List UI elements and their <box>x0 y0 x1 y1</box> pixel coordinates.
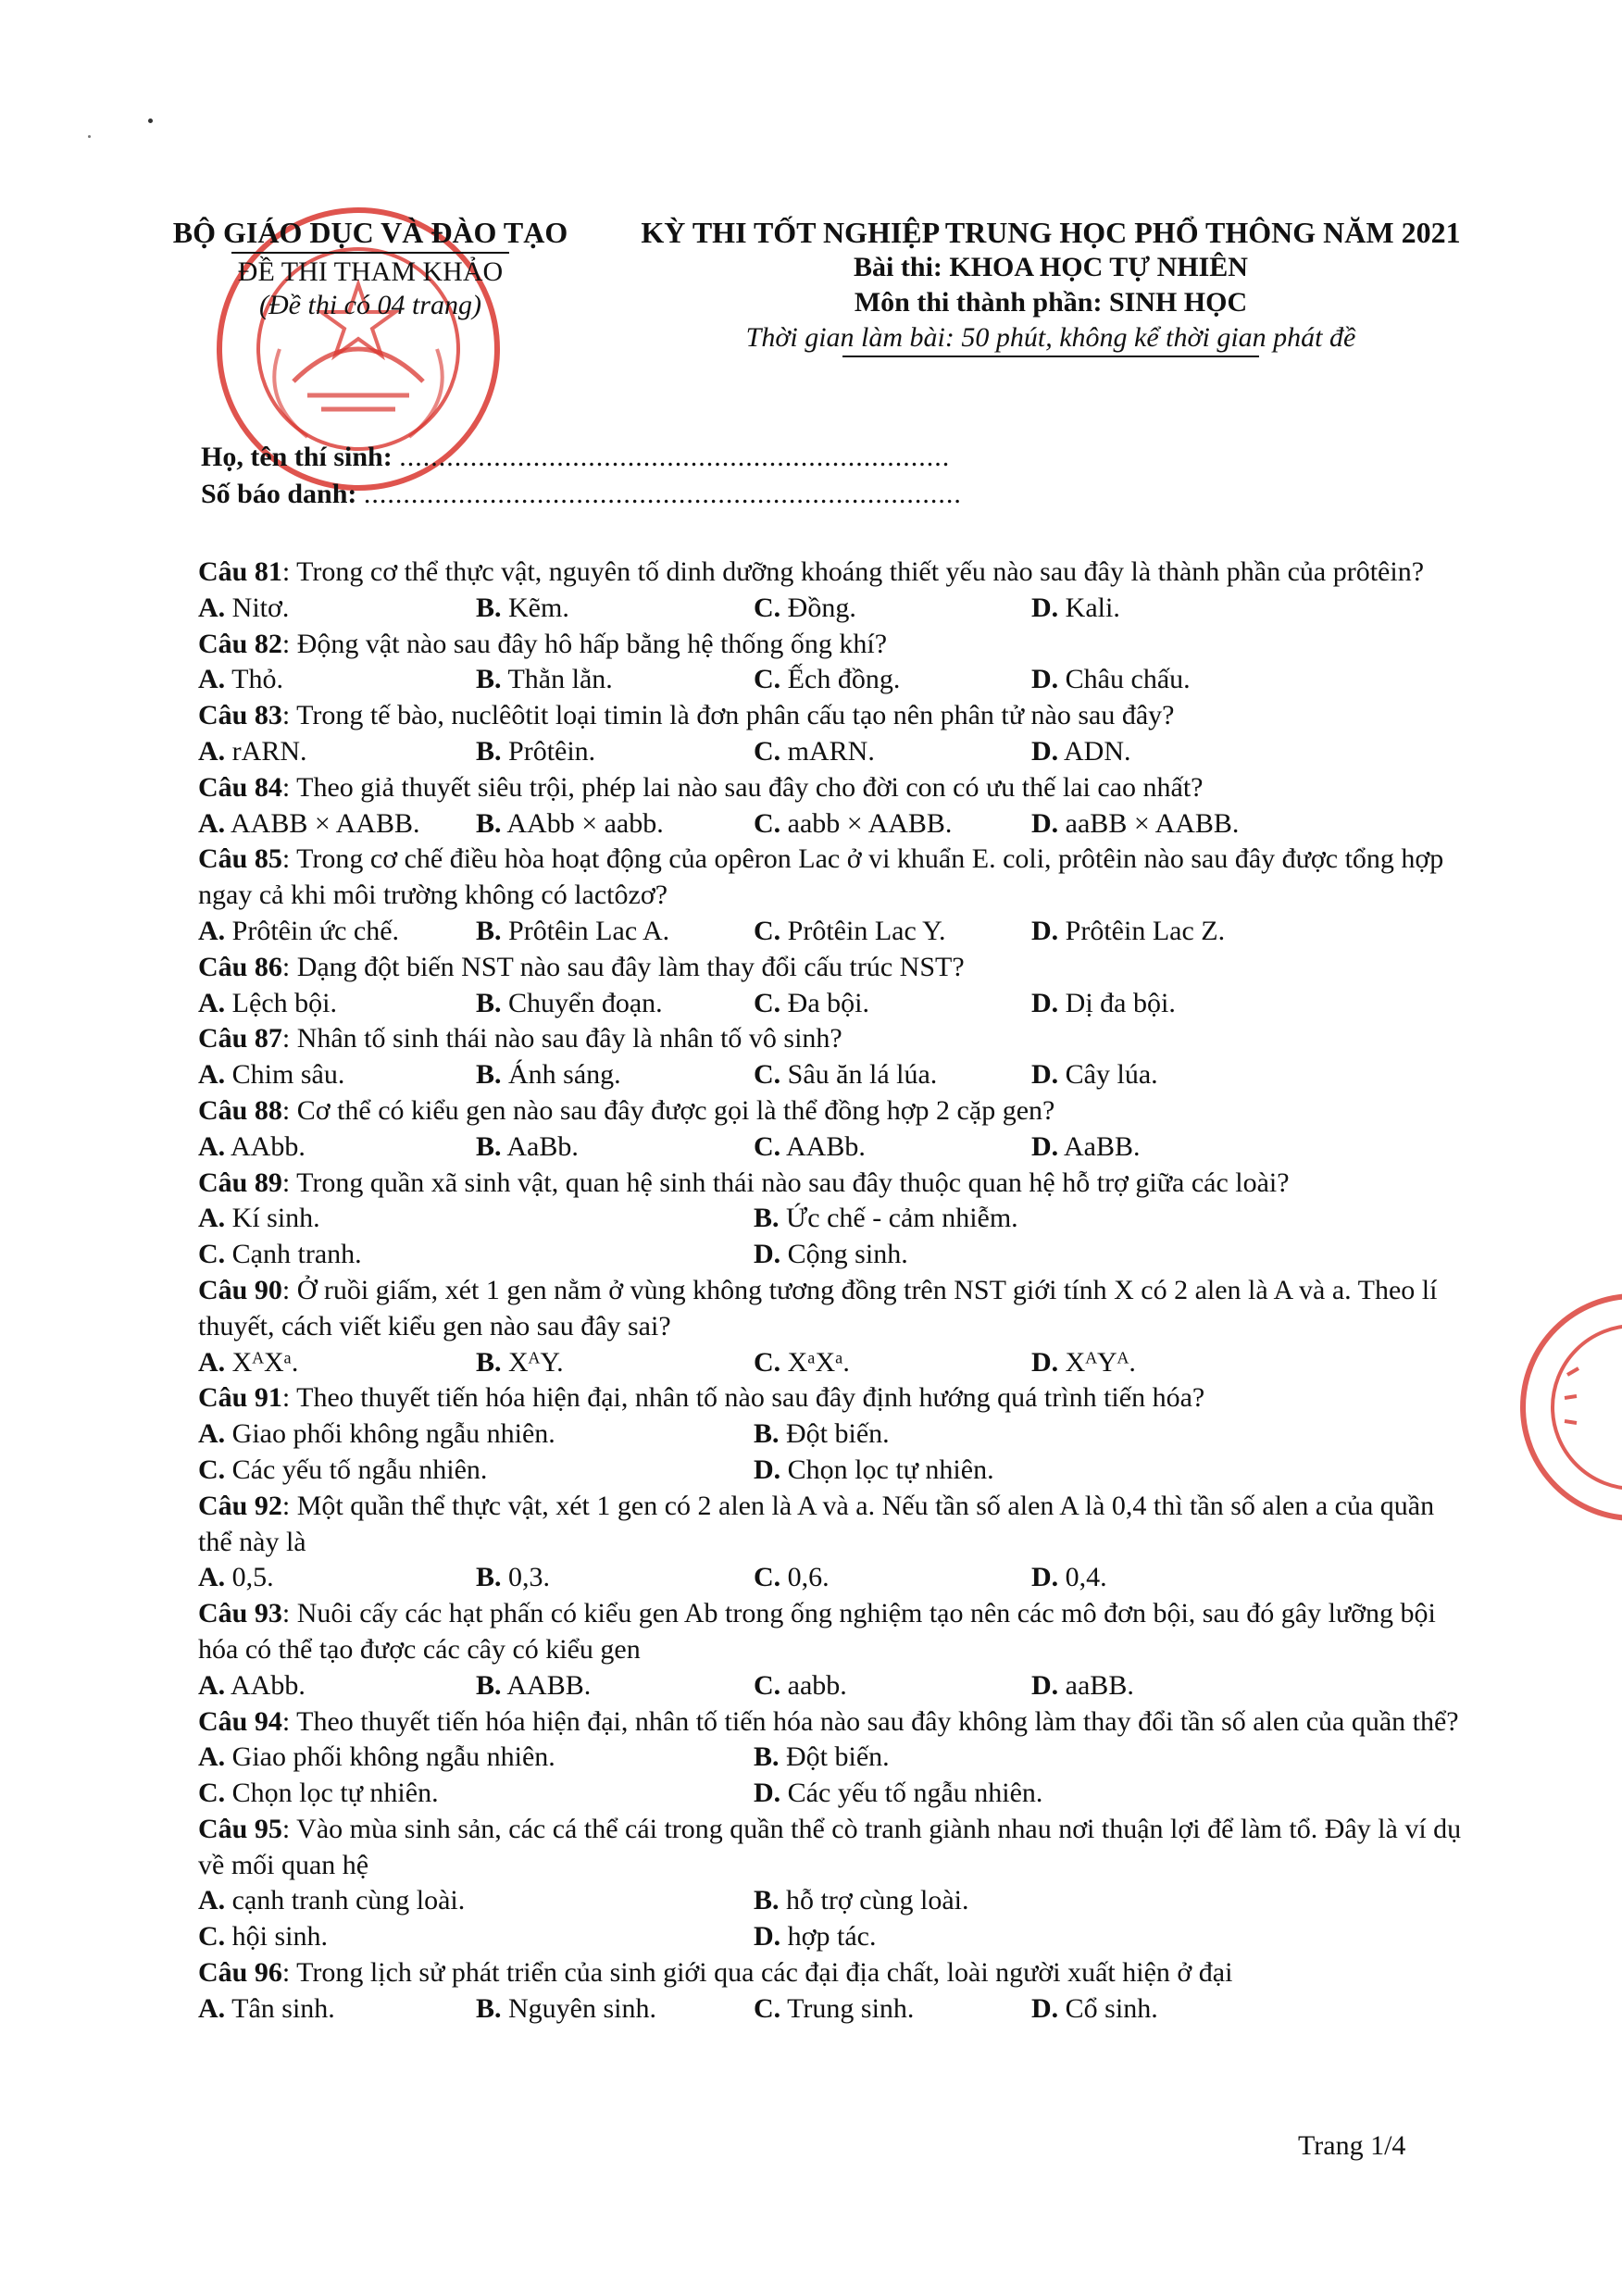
option-text: Giao phối không ngẫu nhiên. <box>225 1741 555 1773</box>
question-text: : Trong tế bào, nuclêôtit loại timin là đơn phân cấu tạo nên phân tử nào sau đây? <box>281 700 1175 731</box>
option-key: D. <box>1031 735 1059 767</box>
answer-option <box>1031 1057 1309 1093</box>
option-key: B. <box>476 735 502 767</box>
option-text: Prôtêin Lac Z. <box>1058 915 1226 946</box>
answer-option <box>198 1201 754 1237</box>
question-text: : Trong lịch sử phát triển của sinh giới qua các đại địa chất, loài người xuất hiện ở đại <box>281 1957 1233 1989</box>
option-key: D. <box>1031 1059 1059 1091</box>
option-key: D. <box>1031 664 1059 695</box>
option-key: D. <box>754 1778 781 1809</box>
option-key: C. <box>754 1130 781 1162</box>
option-key: D. <box>1031 1562 1059 1593</box>
option-key: D. <box>1031 915 1059 946</box>
answer-option <box>198 662 476 698</box>
answer-option <box>754 1740 1309 1776</box>
candidate-info <box>201 439 962 513</box>
option-text: Kali. <box>1058 592 1120 623</box>
option-key: B. <box>754 1203 780 1234</box>
option-text: hợp tác. <box>780 1921 877 1953</box>
option-text: aaBB. <box>1058 1669 1134 1701</box>
answer-options <box>198 1057 1466 1093</box>
option-key: B. <box>754 1741 780 1773</box>
option-key: A. <box>198 1992 226 2024</box>
option-key: B. <box>476 1130 502 1162</box>
question-text: : Theo giả thuyết siêu trội, phép lai nào sau đây cho đời con có ưu thế lai cao nhất? <box>281 771 1204 803</box>
question-stem <box>198 1166 1466 1202</box>
question-text: : Một quần thể thực vật, xét 1 gen có 2 alen là A và a. Nếu tần số alen A là 0,4 thì tần số alen a của quần thể này là <box>198 1490 1435 1557</box>
question-label: Câu 95 <box>198 1813 282 1844</box>
option-key: C. <box>198 1778 226 1809</box>
answer-option <box>476 1991 754 2028</box>
option-key: C. <box>754 1992 781 2024</box>
option-text: Nitơ. <box>225 592 290 623</box>
exam-paper: Bài thi: KHOA HỌC TỰ NHIÊN <box>854 252 1248 282</box>
option-text: AABB. <box>501 1669 592 1701</box>
option-text: Ánh sáng. <box>501 1059 621 1091</box>
answer-option <box>754 1237 1309 1273</box>
option-key: C. <box>198 1454 226 1485</box>
option-key: A. <box>198 664 226 695</box>
answer-option <box>198 591 476 627</box>
option-text: mARN. <box>780 735 875 767</box>
option-text: Prôtêin Lac A. <box>501 915 670 946</box>
option-key: C. <box>754 735 781 767</box>
answer-option <box>754 1776 1309 1812</box>
question-label: Câu 96 <box>198 1957 282 1989</box>
ministry-name: BỘ GIÁO DỤC VÀ ĐÀO TẠO <box>172 216 568 249</box>
question-item <box>198 1021 1466 1093</box>
answer-options <box>198 1883 1466 1955</box>
option-text: Cây lúa. <box>1058 1059 1158 1091</box>
question-label: Câu 82 <box>198 628 282 659</box>
option-text: Thỏ. <box>225 664 283 695</box>
option-text: 0,4. <box>1058 1562 1107 1593</box>
option-text: Trung sinh. <box>780 1992 915 2024</box>
answer-option <box>754 1560 1031 1596</box>
option-text: Tân sinh. <box>225 1992 335 2024</box>
question-item <box>198 1596 1466 1703</box>
question-item <box>198 555 1466 627</box>
option-key: D. <box>1031 1130 1059 1162</box>
answer-options <box>198 662 1466 698</box>
question-label: Câu 87 <box>198 1023 282 1054</box>
answer-options <box>198 806 1466 842</box>
question-item <box>198 1489 1466 1596</box>
question-stem <box>198 627 1466 663</box>
option-text: aabb × AABB. <box>780 807 953 839</box>
option-key: C. <box>754 1669 781 1701</box>
option-key: C. <box>754 1562 781 1593</box>
answer-option <box>754 1416 1309 1453</box>
option-text: Cộng sinh. <box>780 1239 908 1270</box>
question-stem <box>198 1704 1466 1741</box>
option-key: C. <box>198 1239 226 1270</box>
option-text: Kẽm. <box>501 592 569 623</box>
question-stem <box>198 770 1466 806</box>
question-stem <box>198 1021 1466 1057</box>
option-text: Đột biến. <box>779 1418 890 1450</box>
header-rule <box>231 252 509 254</box>
answer-options <box>198 734 1466 770</box>
answer-option <box>198 1345 476 1381</box>
option-key: C. <box>754 1346 781 1378</box>
option-text: XᴬY. <box>501 1346 564 1378</box>
question-stem <box>198 555 1466 591</box>
answer-option <box>1031 986 1309 1022</box>
option-key: B. <box>476 807 502 839</box>
option-key: B. <box>476 664 502 695</box>
option-key: A. <box>198 1130 226 1162</box>
answer-option <box>754 1919 1309 1955</box>
question-text: : Theo thuyết tiến hóa hiện đại, nhân tố nào sau đây định hướng quá trình tiến hóa? <box>281 1382 1205 1414</box>
question-text: : Trong cơ chế điều hòa hoạt động của opêron Lac ở vi khuẩn E. coli, prôtêin nào sau đây được tổng hợp ngay cả khi môi trường không có lactôzơ? <box>198 843 1444 911</box>
answer-option <box>198 1237 754 1273</box>
option-text: Chuyển đoạn. <box>501 987 663 1018</box>
question-list <box>198 555 1466 2028</box>
option-key: D. <box>1031 1346 1059 1378</box>
answer-options <box>198 1560 1466 1596</box>
answer-option <box>754 1345 1031 1381</box>
option-key: C. <box>198 1921 226 1953</box>
question-stem <box>198 842 1466 914</box>
answer-option <box>198 1991 476 2028</box>
answer-option <box>754 591 1031 627</box>
answer-options <box>198 1668 1466 1704</box>
option-key: A. <box>198 592 226 623</box>
option-text: Châu chấu. <box>1058 664 1191 695</box>
answer-option <box>476 1129 754 1166</box>
option-text: AAbb. <box>225 1130 306 1162</box>
option-key: D. <box>1031 807 1059 839</box>
option-key: A. <box>198 735 226 767</box>
answer-option <box>1031 591 1309 627</box>
question-item <box>198 1812 1466 1955</box>
answer-option <box>754 1201 1309 1237</box>
option-key: C. <box>754 592 781 623</box>
answer-option <box>198 1740 754 1776</box>
question-text: : Dạng đột biến NST nào sau đây làm thay đổi cấu trúc NST? <box>281 951 965 982</box>
question-label: Câu 88 <box>198 1094 282 1126</box>
option-key: B. <box>476 1059 502 1091</box>
question-item <box>198 950 1466 1022</box>
question-label: Câu 84 <box>198 771 282 803</box>
question-stem <box>198 698 1466 734</box>
option-key: B. <box>476 1992 502 2024</box>
question-item <box>198 1704 1466 1812</box>
option-key: D. <box>754 1921 781 1953</box>
option-key: A. <box>198 1346 226 1378</box>
question-label: Câu 90 <box>198 1274 282 1305</box>
question-label: Câu 93 <box>198 1598 282 1629</box>
answer-options <box>198 1740 1466 1812</box>
question-stem <box>198 1596 1466 1668</box>
header-left <box>153 215 588 322</box>
question-label: Câu 94 <box>198 1705 282 1737</box>
question-item <box>198 1166 1466 1273</box>
question-stem <box>198 1489 1466 1561</box>
question-item <box>198 627 1466 699</box>
option-key: D. <box>754 1239 781 1270</box>
partial-seal-icon <box>1514 1287 1622 1528</box>
option-key: A. <box>198 987 226 1018</box>
option-key: A. <box>198 1418 226 1450</box>
option-text: AAbb × aabb. <box>501 807 664 839</box>
answer-option <box>476 986 754 1022</box>
answer-option <box>198 1129 476 1166</box>
answer-option <box>198 1057 476 1093</box>
option-key: B. <box>476 1346 502 1378</box>
answer-option <box>754 806 1031 842</box>
answer-option <box>1031 1345 1309 1381</box>
option-text: Prôtêin ức chế. <box>225 915 400 946</box>
answer-option <box>754 1668 1031 1704</box>
answer-options <box>198 1201 1466 1273</box>
option-key: D. <box>754 1454 781 1485</box>
option-text: Đột biến. <box>779 1741 890 1773</box>
exam-name: KỲ THI TỐT NGHIỆP TRUNG HỌC PHỔ THÔNG NĂM 2021 <box>641 216 1461 249</box>
option-text: Dị đa bội. <box>1058 987 1176 1018</box>
option-key: B. <box>476 1562 502 1593</box>
answer-options <box>198 914 1466 950</box>
candidate-id-blank: ............................................................................ <box>363 479 962 509</box>
option-key: A. <box>198 1741 226 1773</box>
option-text: Các yếu tố ngẫu nhiên. <box>780 1778 1043 1809</box>
candidate-name-blank: ...................................................................... <box>399 442 951 472</box>
answer-option <box>754 1057 1031 1093</box>
answer-option <box>754 1991 1031 2028</box>
question-text: : Vào mùa sinh sản, các cá thể cái trong quần thể cò tranh giành nhau nơi thuận lợi để làm tổ. Đây là ví dụ về mối quan hệ <box>198 1813 1462 1880</box>
option-key: D. <box>1031 592 1059 623</box>
candidate-name-line <box>201 439 962 476</box>
answer-options <box>198 1991 1466 2028</box>
option-text: AABb. <box>780 1130 866 1162</box>
option-text: 0,6. <box>780 1562 830 1593</box>
answer-option <box>198 1919 754 1955</box>
answer-option <box>1031 914 1309 950</box>
answer-options <box>198 986 1466 1022</box>
option-key: C. <box>754 807 781 839</box>
option-text: cạnh tranh cùng loài. <box>225 1885 466 1916</box>
scan-speck <box>148 119 153 123</box>
question-text: : Nuôi cấy các hạt phấn có kiểu gen Ab trong ống nghiệm tạo nên các mô đơn bội, sau đó gây lưỡng bội hóa có thể tạo được các cây có kiểu gen <box>198 1598 1436 1665</box>
question-label: Câu 83 <box>198 700 282 731</box>
option-key: B. <box>754 1418 780 1450</box>
answer-option <box>198 1560 476 1596</box>
option-key: C. <box>754 1059 781 1091</box>
option-key: B. <box>476 592 502 623</box>
option-key: A. <box>198 1059 226 1091</box>
option-key: D. <box>1031 1992 1059 2024</box>
question-stem <box>198 1380 1466 1416</box>
question-item <box>198 1093 1466 1166</box>
question-text: : Trong cơ thể thực vật, nguyên tố dinh dưỡng khoáng thiết yếu nào sau đây là thành phần của prôtêin? <box>281 556 1425 587</box>
option-key: A. <box>198 1562 226 1593</box>
option-text: Chọn lọc tự nhiên. <box>780 1454 994 1485</box>
option-text: Giao phối không ngẫu nhiên. <box>225 1418 555 1450</box>
question-item <box>198 842 1466 949</box>
option-key: A. <box>198 807 226 839</box>
option-text: hỗ trợ cùng loài. <box>779 1885 969 1916</box>
option-text: XᴬYᴬ. <box>1058 1346 1136 1378</box>
question-label: Câu 85 <box>198 843 282 875</box>
answer-option <box>476 734 754 770</box>
option-text: XᵃXᵃ. <box>780 1346 850 1378</box>
question-stem <box>198 1812 1466 1884</box>
option-text: XᴬXᵃ. <box>225 1346 299 1378</box>
question-stem <box>198 1955 1466 1991</box>
answer-option <box>1031 1560 1309 1596</box>
option-text: AaBB. <box>1058 1130 1141 1162</box>
answer-option <box>1031 734 1309 770</box>
candidate-id-label: Số báo danh: <box>201 479 357 509</box>
option-key: D. <box>1031 987 1059 1018</box>
answer-option <box>476 914 754 950</box>
scan-speck <box>88 135 91 138</box>
answer-option <box>198 734 476 770</box>
question-text: : Nhân tố sinh thái nào sau đây là nhân tố vô sinh? <box>281 1023 842 1054</box>
answer-option <box>198 1416 754 1453</box>
question-text: : Theo thuyết tiến hóa hiện đại, nhân tố tiến hóa nào sau đây không làm thay đổi tần số alen của quần thể? <box>281 1705 1459 1737</box>
answer-option <box>754 734 1031 770</box>
question-item <box>198 770 1466 842</box>
option-key: A. <box>198 915 226 946</box>
answer-option <box>198 1453 754 1489</box>
question-text: : Trong quần xã sinh vật, quan hệ sinh thái nào sau đây thuộc quan hệ hỗ trợ giữa các loài? <box>281 1167 1290 1198</box>
question-item <box>198 698 1466 770</box>
candidate-id-line <box>201 476 962 513</box>
question-label: Câu 92 <box>198 1490 282 1521</box>
answer-options <box>198 1416 1466 1489</box>
option-text: 0,3. <box>501 1562 551 1593</box>
option-text: Thằn lằn. <box>501 664 613 695</box>
question-label: Câu 89 <box>198 1167 282 1198</box>
answer-option <box>476 1345 754 1381</box>
option-key: A. <box>198 1885 226 1916</box>
answer-option <box>754 986 1031 1022</box>
answer-option <box>198 1776 754 1812</box>
answer-option <box>476 591 754 627</box>
header-right <box>606 215 1495 357</box>
answer-option <box>476 1057 754 1093</box>
page-count-note: (Đề thi có 04 trang) <box>259 290 481 320</box>
option-key: C. <box>754 987 781 1018</box>
question-item <box>198 1273 1466 1380</box>
answer-option <box>1031 806 1309 842</box>
option-key: C. <box>754 915 781 946</box>
option-text: Cổ sinh. <box>1058 1992 1158 2024</box>
option-text: Cạnh tranh. <box>225 1239 362 1270</box>
option-key: B. <box>476 987 502 1018</box>
option-text: Đồng. <box>780 592 856 623</box>
answer-option <box>198 1668 476 1704</box>
question-stem <box>198 950 1466 986</box>
option-key: A. <box>198 1203 226 1234</box>
option-text: Đa bội. <box>780 987 869 1018</box>
question-text: : Cơ thể có kiểu gen nào sau đây được gọi là thể đồng hợp 2 cặp gen? <box>281 1094 1055 1126</box>
answer-option <box>754 662 1031 698</box>
option-text: rARN. <box>225 735 307 767</box>
answer-options <box>198 591 1466 627</box>
option-text: aaBB × AABB. <box>1058 807 1240 839</box>
page-number: Trang 1/4 <box>1298 2130 1406 2161</box>
question-item <box>198 1955 1466 2028</box>
option-key: A. <box>198 1669 226 1701</box>
option-text: AABB × AABB. <box>225 807 420 839</box>
answer-option <box>754 914 1031 950</box>
question-label: Câu 91 <box>198 1382 282 1414</box>
option-text: AaBb. <box>501 1130 579 1162</box>
option-text: Các yếu tố ngẫu nhiên. <box>225 1454 488 1485</box>
answer-option <box>754 1129 1031 1166</box>
option-text: 0,5. <box>225 1562 274 1593</box>
exam-duration: Thời gian làm bài: 50 phút, không kể thời gian phát đề <box>745 322 1356 353</box>
answer-option <box>1031 1668 1309 1704</box>
option-text: Sâu ăn lá lúa. <box>780 1059 938 1091</box>
answer-option <box>476 1560 754 1596</box>
answer-option <box>198 986 476 1022</box>
question-item <box>198 1380 1466 1488</box>
option-text: Prôtêin Lac Y. <box>780 915 946 946</box>
option-text: Ếch đồng. <box>780 664 901 695</box>
document-type: ĐỀ THI THAM KHẢO <box>237 256 504 287</box>
answer-option <box>1031 1129 1309 1166</box>
answer-option <box>1031 1991 1309 2028</box>
answer-option <box>476 662 754 698</box>
option-text: aabb. <box>780 1669 847 1701</box>
answer-option <box>198 1883 754 1919</box>
option-text: Chọn lọc tự nhiên. <box>225 1778 439 1809</box>
answer-option <box>198 914 476 950</box>
option-text: Lệch bội. <box>225 987 337 1018</box>
option-key: B. <box>476 915 502 946</box>
candidate-name-label: Họ, tên thí sinh: <box>201 442 393 472</box>
option-text: Ức chế - cảm nhiễm. <box>779 1203 1018 1234</box>
option-key: B. <box>754 1885 780 1916</box>
answer-option <box>1031 662 1309 698</box>
question-stem <box>198 1093 1466 1129</box>
header-rule <box>842 356 1259 357</box>
question-label: Câu 81 <box>198 556 282 587</box>
question-stem <box>198 1273 1466 1345</box>
option-text: AAbb. <box>225 1669 306 1701</box>
option-text: hội sinh. <box>225 1921 329 1953</box>
answer-options <box>198 1345 1466 1381</box>
question-text: : Ở ruồi giấm, xét 1 gen nằm ở vùng không tương đồng trên NST giới tính X có 2 alen là A và a. Theo lí thuyết, cách viết kiểu gen nào sau đây sai? <box>198 1274 1438 1341</box>
question-label: Câu 86 <box>198 951 282 982</box>
option-key: B. <box>476 1669 502 1701</box>
option-text: Chim sâu. <box>225 1059 345 1091</box>
answer-options <box>198 1129 1466 1166</box>
option-key: D. <box>1031 1669 1059 1701</box>
answer-option <box>754 1883 1309 1919</box>
option-text: Kí sinh. <box>225 1203 320 1234</box>
answer-option <box>476 806 754 842</box>
option-text: Nguyên sinh. <box>501 1992 657 2024</box>
option-key: C. <box>754 664 781 695</box>
answer-option <box>476 1668 754 1704</box>
answer-option <box>198 806 476 842</box>
answer-option <box>754 1453 1309 1489</box>
option-text: ADN. <box>1058 735 1131 767</box>
exam-subject: Môn thi thành phần: SINH HỌC <box>854 287 1248 318</box>
question-text: : Động vật nào sau đây hô hấp bằng hệ thống ống khí? <box>281 628 888 659</box>
option-text: Prôtêin. <box>501 735 596 767</box>
